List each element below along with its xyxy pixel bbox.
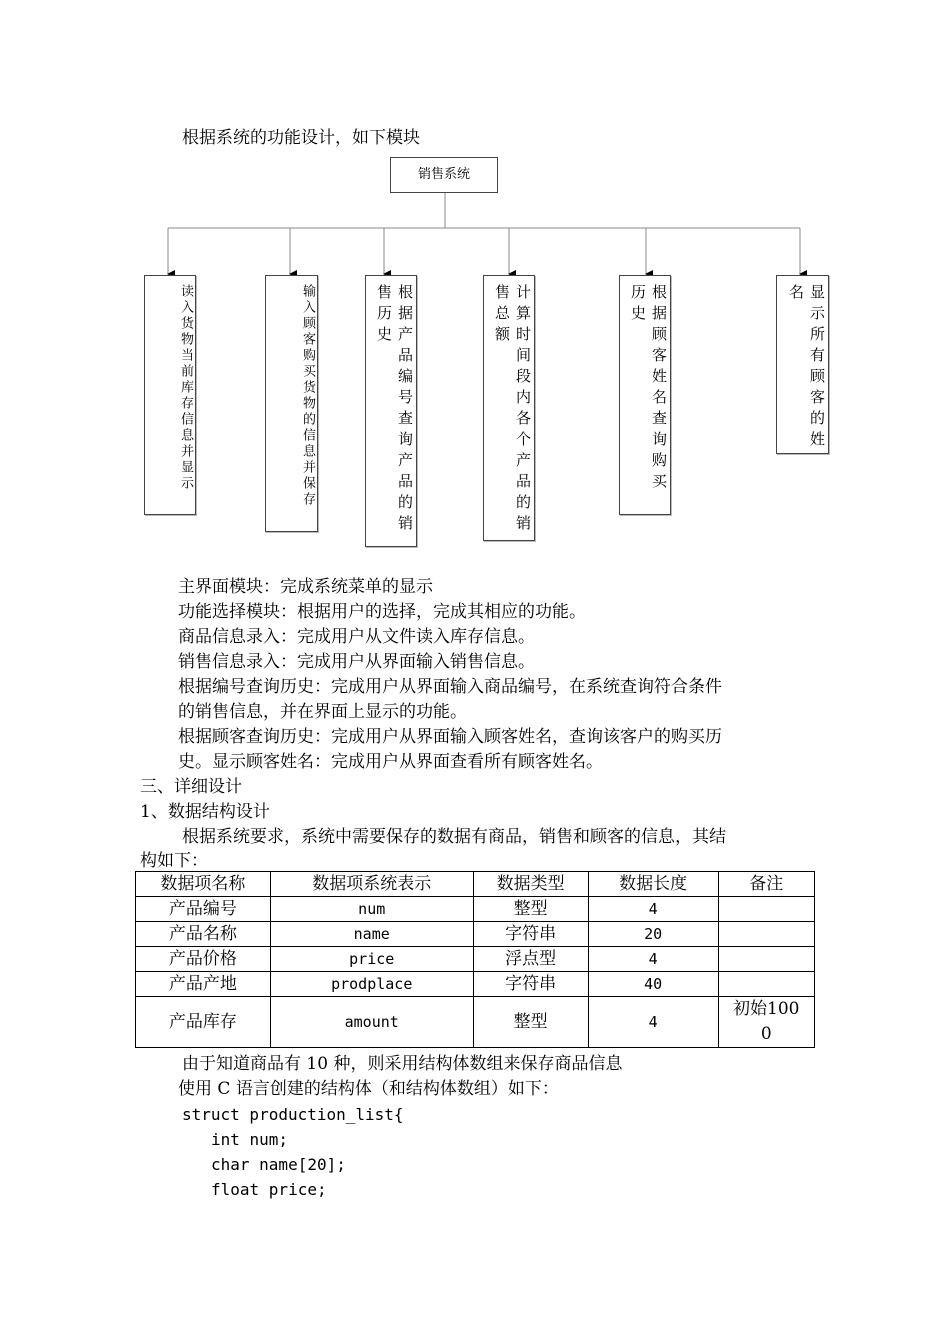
table-cell: 产品库存 [136, 997, 271, 1048]
table-cell [718, 972, 814, 997]
code-line: char name[20]; [211, 1155, 346, 1174]
column-header: 备注 [718, 872, 814, 897]
data-structure-table [135, 871, 815, 1048]
module-label: 读入货物当前库存信息并显示 [178, 284, 193, 492]
table-cell: 初始1000 [718, 997, 814, 1048]
module-label: 输入顾客购买货物的信息并保存 [300, 284, 315, 508]
table-cell [718, 947, 814, 972]
code-line: struct production_list{ [182, 1105, 404, 1124]
table-cell [718, 897, 814, 922]
intro-text: 根据系统的功能设计，如下模块 [182, 128, 420, 148]
column-header: 数据项系统表示 [270, 872, 473, 897]
code-line: int num; [211, 1130, 289, 1149]
table-cell: 4 [588, 997, 718, 1048]
module-box-sales-total [483, 275, 535, 541]
table-cell: 产品产地 [136, 972, 271, 997]
module-box-show-customers [776, 275, 829, 454]
module-description: 主界面模块：完成系统菜单的显示 [178, 577, 433, 597]
section-heading: 三、详细设计 [140, 777, 242, 797]
table-header-row [136, 872, 815, 897]
module-description: 根据顾客查询历史：完成用户从界面输入顾客姓名，查询该客户的购买历 [178, 727, 722, 747]
table-cell: 4 [588, 897, 718, 922]
table-cell: 整型 [473, 997, 588, 1048]
table-cell: price [270, 947, 473, 972]
module-box-query-by-number [365, 275, 417, 547]
table-cell [718, 922, 814, 947]
paragraph-line: 根据系统要求，系统中需要保存的数据有商品，销售和顾客的信息，其结 [182, 827, 726, 847]
table-cell: 产品编号 [136, 897, 271, 922]
column-header: 数据类型 [473, 872, 588, 897]
column-header: 数据项名称 [136, 872, 271, 897]
module-description: 功能选择模块：根据用户的选择，完成其相应的功能。 [178, 602, 586, 622]
table-row [136, 922, 815, 947]
module-label: 显示所有顾客的姓名 [787, 284, 826, 452]
module-description: 商品信息录入：完成用户从文件读入库存信息。 [178, 627, 535, 647]
module-label: 根据顾客姓名查询购买历史 [629, 284, 668, 494]
diagram-connectors [0, 0, 950, 300]
table-cell: 20 [588, 922, 718, 947]
table-cell: prodplace [270, 972, 473, 997]
code-line: float price; [211, 1180, 327, 1199]
table-cell: 40 [588, 972, 718, 997]
module-description: 史。显示顾客姓名：完成用户从界面查看所有顾客姓名。 [178, 752, 603, 772]
table-cell: num [270, 897, 473, 922]
table-cell: amount [270, 997, 473, 1048]
table-cell: 浮点型 [473, 947, 588, 972]
table-cell: 产品名称 [136, 922, 271, 947]
paragraph-line: 由于知道商品有 10 种，则采用结构体数组来保存商品信息 [182, 1054, 623, 1074]
table-cell: 字符串 [473, 972, 588, 997]
module-box-read-stock [144, 275, 196, 515]
table-row [136, 997, 815, 1048]
paragraph-line: 使用 C 语言创建的结构体（和结构体数组）如下： [178, 1079, 559, 1099]
column-header: 数据长度 [588, 872, 718, 897]
paragraph-line: 构如下： [140, 851, 208, 871]
module-label: 计算时间段内各个产品的销售总额 [493, 284, 532, 536]
table-cell: 整型 [473, 897, 588, 922]
module-box-query-by-customer [619, 275, 671, 515]
module-description: 的销售信息，并在界面上显示的功能。 [178, 702, 467, 722]
module-description: 根据编号查询历史：完成用户从界面输入商品编号，在系统查询符合条件 [178, 677, 722, 697]
module-label: 根据产品编号查询产品的销售历史 [375, 284, 414, 536]
table-cell: 4 [588, 947, 718, 972]
subsection-heading: 1、数据结构设计 [140, 802, 270, 822]
table-cell: 产品价格 [136, 947, 271, 972]
table-row [136, 947, 815, 972]
diagram-root-box: 销售系统 [390, 157, 498, 193]
module-box-input-purchase [265, 275, 318, 532]
module-description: 销售信息录入：完成用户从界面输入销售信息。 [178, 652, 535, 672]
table-row [136, 972, 815, 997]
table-cell: 字符串 [473, 922, 588, 947]
table-cell: name [270, 922, 473, 947]
table-row [136, 897, 815, 922]
